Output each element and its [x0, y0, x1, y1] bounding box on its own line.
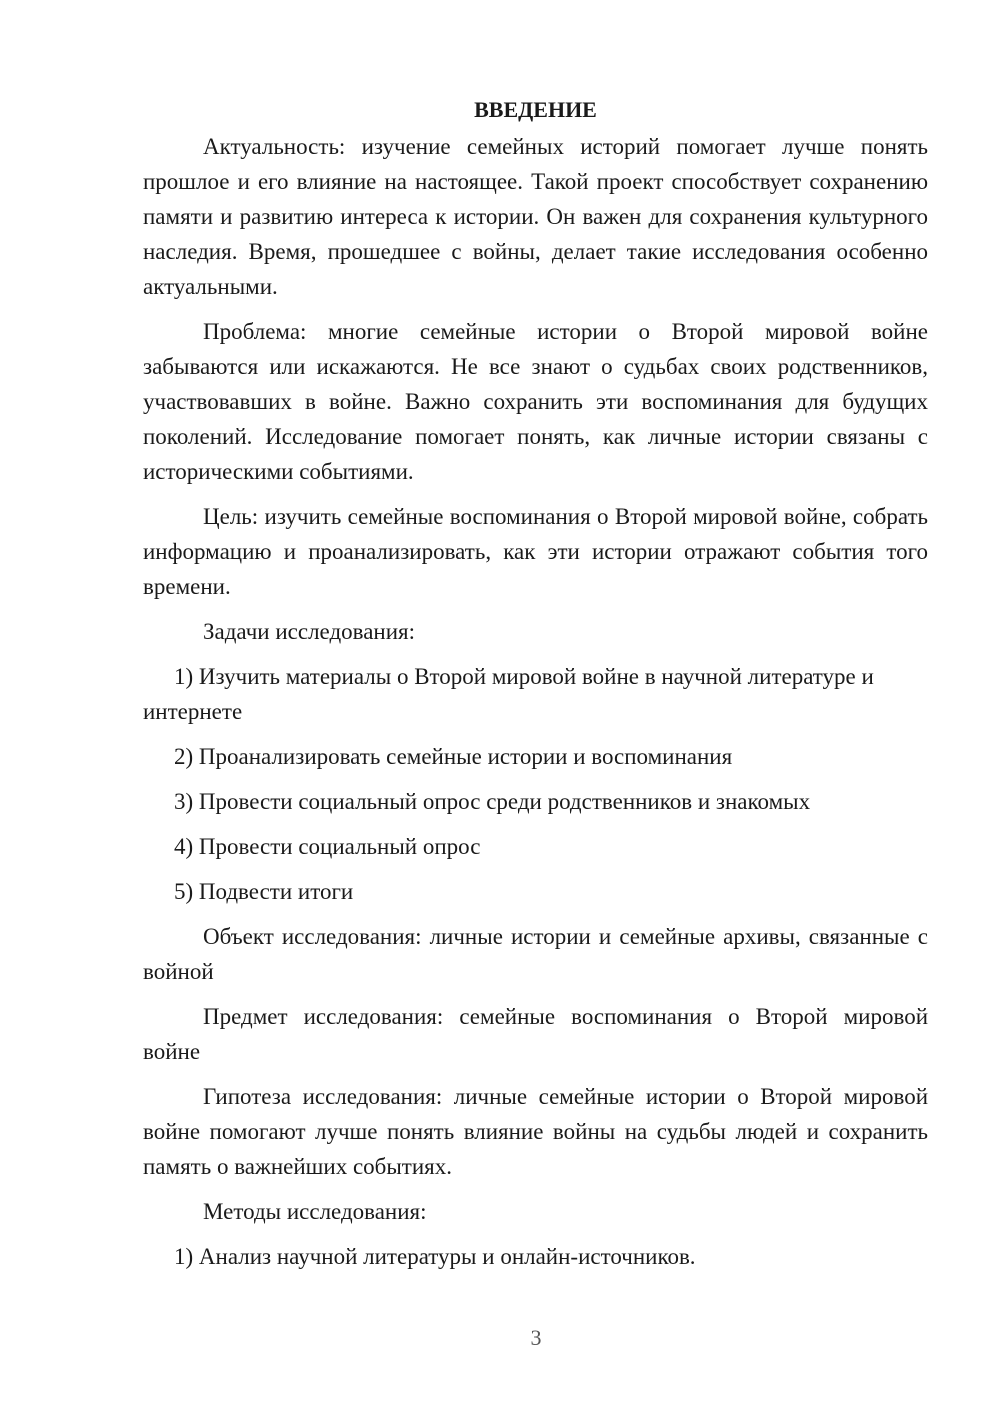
goal-paragraph: Цель: изучить семейные воспоминания о Второй мировой войне, собрать информацию и проанализировать, как эти истории отражают события того времени.: [143, 504, 928, 599]
tasks-title: Задачи исследования:: [203, 619, 416, 644]
task-list-item: 1) Изучить материалы о Второй мировой войне в научной литературе и интернете: [143, 664, 874, 724]
page-number: 3: [530, 1325, 542, 1350]
task-list-item: 4) Провести социальный опрос: [174, 834, 481, 859]
task-list-item: 3) Провести социальный опрос среди родственников и знакомых: [174, 789, 811, 814]
task-list-item: 2) Проанализировать семейные истории и воспоминания: [174, 744, 733, 769]
object-paragraph: Объект исследования: личные истории и семейные архивы, связанные с войной: [143, 924, 928, 984]
relevance-paragraph: Актуальность: изучение семейных историй помогает лучше понять прошлое и его влияние на настоящее. Такой проект способствует сохранению памяти и развитию интереса к истории. Он важен для сохранения культурного наследия. Время, прошедшее с войны, делает такие исследования особенно актуальными.: [143, 134, 928, 299]
hypothesis-paragraph: Гипотеза исследования: личные семейные истории о Второй мировой войне помогают лучше понять влияние войны на судьбы людей и сохранить память о важнейших событиях.: [143, 1084, 928, 1179]
task-list-item: 5) Подвести итоги: [174, 879, 354, 904]
document-page: [143, 92, 928, 1284]
method-list-item: 1) Анализ научной литературы и онлайн-источников.: [174, 1244, 696, 1269]
methods-title: Методы исследования:: [203, 1199, 427, 1224]
page-title: ВВЕДЕНИЕ: [474, 97, 597, 122]
problem-paragraph: Проблема: многие семейные истории о Второй мировой войне забываются или искажаются. Не все знают о судьбах своих родственников, участвовавших в войне. Важно сохранить эти воспоминания для будущих поколений. Исследование помогает понять, как личные истории связаны с историческими событиями.: [143, 319, 928, 484]
subject-paragraph: Предмет исследования: семейные воспоминания о Второй мировой войне: [143, 1004, 928, 1064]
